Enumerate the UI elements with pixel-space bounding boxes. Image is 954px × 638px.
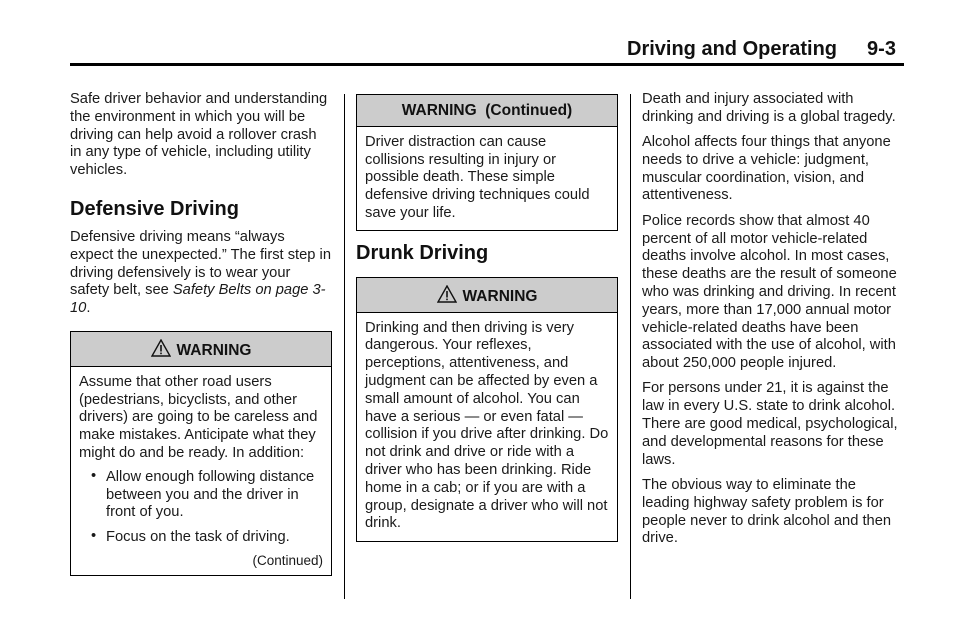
warning-text: Assume that other road users (pedestrians, bicyclists, and other drivers) are going to be careless and make mistakes. Anticipate what they might do and be ready. In addition: [79,373,318,461]
bullet-item: • Allow enough following distance between you and the driver in front of you. [91,467,315,521]
warning-header [71,332,331,367]
warning-triangle-icon [437,285,457,303]
warning-body [71,367,331,575]
continued-label: (Continued) [252,552,323,568]
warning-triangle-icon [151,339,171,357]
warning-box-defensive [70,331,332,576]
bullet-icon: • [91,528,97,545]
column-3 [642,91,904,556]
page-header [627,38,896,61]
safety-belts-reference: Safety Belts on page 3-10 [70,282,326,317]
intro-paragraph: Safe driver behavior and understanding the environment in which you will be driving can help avoid a rollover crash in any type of vehicle, including utility vehicles. [70,91,328,179]
warning-title: WARNING [176,341,252,359]
warning-bullet-list [79,469,323,547]
paragraph: Death and injury associated with drinking and driving is a global tragedy. [642,91,896,125]
warning-text: Driver distraction can cause collisions resulting in injury or possible death. These simple defensive driving techniques could save your life. [365,133,590,221]
paragraph: For persons under 21, it is against the law in every U.S. state to drink alcohol. There are good medical, psychological, and developmental reasons for these laws. [642,380,898,468]
warning-box-continued [356,94,618,231]
paragraph: Police records show that almost 40 percent of all motor vehicle-related deaths involve alcohol. In most cases, these deaths are the result of someone who was drinking and driving. In recent years, more than 17,000 annual motor vehicle-related deaths have been associated with the use of alcohol, with about 250,000 people injured. [642,212,897,372]
column-2 [356,94,618,542]
column-divider-1 [344,94,345,599]
page-number: 9-3 [867,38,896,60]
warning-title: WARNING [462,287,538,305]
bullet-icon: • [91,467,97,484]
warning-header: WARNING (Continued) [357,95,617,127]
warning-header [357,278,617,313]
paragraph: Alcohol affects four things that anyone needs to drive a vehicle: judgment, muscular coordination, vision, and attentiveness. [642,134,891,204]
warning-box-drunk [356,277,618,542]
warning-body [357,127,617,230]
section-title: Driving and Operating [627,38,838,60]
paragraph: The obvious way to eliminate the leading highway safety problem is for people never to drink alcohol and then drive. [642,476,892,547]
header-rule [70,63,904,66]
warning-body [357,313,617,542]
warning-text: Drinking and then driving is very dangerous. Your reflexes, perceptions, attentiveness, and judgment can be affected by even a small amount of alcohol. You can have a serious — or even fatal — collision if you drive after drinking. Do not drink and drive or ride with a driver who has been drinking. Ride home in a cab; or if you are with a group, designate a driver who will not drink. [365,319,609,532]
heading-drunk-driving: Drunk Driving [356,241,489,264]
bullet-item: • Focus on the task of driving. [91,528,290,546]
column-1 [70,91,332,576]
heading-defensive-driving: Defensive Driving [70,197,239,220]
defensive-driving-paragraph: Defensive driving means “always expect the unexpected.” The first step in driving defensively is to wear your safety belt, see Safety Belts on page 3-10. [70,228,331,317]
column-divider-2 [630,94,631,599]
